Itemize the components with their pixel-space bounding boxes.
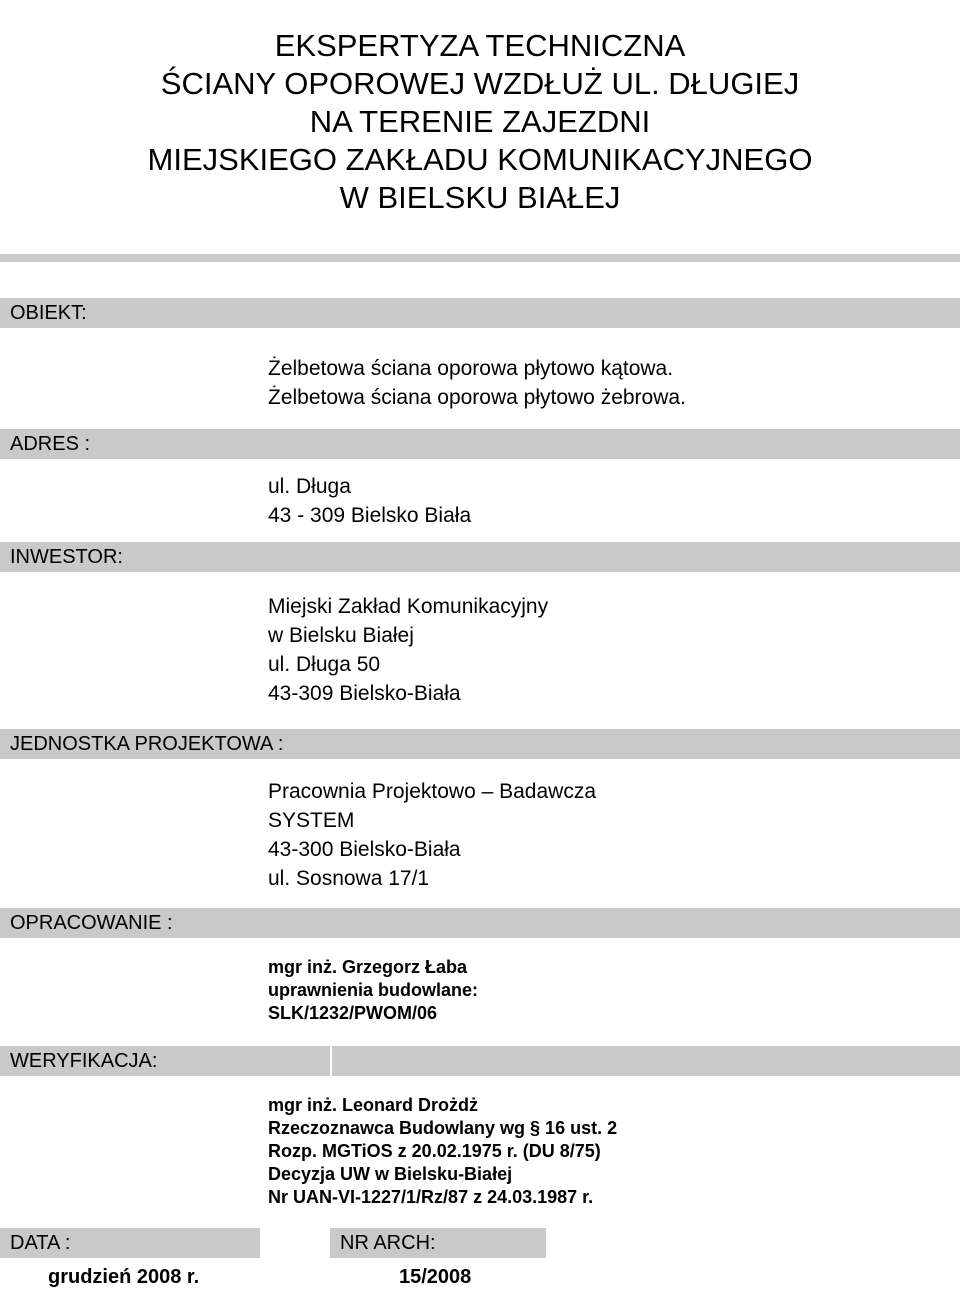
opracowanie-line: SLK/1232/PWOM/06 [268, 1003, 438, 1023]
date-value: grudzień 2008 r. [48, 1266, 200, 1288]
label-data: DATA : [0, 1228, 260, 1258]
opracowanie-content [268, 956, 478, 1025]
opracowanie-line: mgr inż. Grzegorz Łaba [268, 957, 468, 977]
jednostka-line: Pracownia Projektowo – Badawcza [268, 780, 597, 803]
obiekt-line: Żelbetowa ściana oporowa płytowo kątowa. [268, 357, 674, 380]
inwestor-line: 43-309 Bielsko-Biała [268, 682, 461, 705]
weryfikacja-line: mgr inż. Leonard Drożdż [268, 1095, 479, 1115]
inwestor-line: w Bielsku Białej [268, 624, 414, 647]
adres-line: ul. Długa [268, 475, 351, 498]
inwestor-line: Miejski Zakład Komunikacyjny [268, 595, 549, 618]
label-nr-arch: NR ARCH: [330, 1228, 546, 1258]
inwestor-content [268, 592, 548, 708]
title-line: EKSPERTYZA TECHNICZNA [274, 28, 686, 63]
title-divider [0, 254, 960, 262]
weryfikacja-line: Rzeczoznawca Budowlany wg § 16 ust. 2 [268, 1118, 618, 1138]
adres-content [268, 472, 471, 530]
title-line: W BIELSKU BIAŁEJ [339, 180, 621, 215]
title-line: MIEJSKIEGO ZAKŁADU KOMUNIKACYJNEGO [147, 142, 813, 177]
weryfikacja-line: Rozp. MGTiOS z 20.02.1975 r. (DU 8/75) [268, 1141, 601, 1161]
weryfikacja-line: Decyzja UW w Bielsku-Białej [268, 1164, 513, 1184]
nr-arch-value: 15/2008 [399, 1266, 472, 1288]
jednostka-content [268, 777, 596, 893]
document-title [0, 27, 960, 217]
opracowanie-line: uprawnienia budowlane: [268, 980, 479, 1000]
inwestor-line: ul. Długa 50 [268, 653, 381, 676]
label-inwestor: INWESTOR: [0, 542, 960, 572]
adres-line: 43 - 309 Bielsko Biała [268, 504, 472, 527]
label-opracowanie: OPRACOWANIE : [0, 908, 960, 938]
label-obiekt: OBIEKT: [0, 298, 960, 328]
label-adres: ADRES : [0, 429, 960, 459]
jednostka-line: 43-300 Bielsko-Biała [268, 838, 461, 861]
label-jednostka: JEDNOSTKA PROJEKTOWA : [0, 729, 960, 759]
title-line: NA TERENIE ZAJEZDNI [309, 104, 651, 139]
title-line: ŚCIANY OPOROWEJ WZDŁUŻ UL. DŁUGIEJ [160, 66, 800, 101]
weryfikacja-content [268, 1094, 617, 1209]
jednostka-line: ul. Sosnowa 17/1 [268, 867, 430, 890]
jednostka-line: SYSTEM [268, 809, 355, 832]
obiekt-content [268, 354, 686, 412]
obiekt-line: Żelbetowa ściana oporowa płytowo żebrowa. [268, 386, 686, 409]
weryfikacja-bar-divider [330, 1046, 332, 1076]
weryfikacja-line: Nr UAN-VI-1227/1/Rz/87 z 24.03.1987 r. [268, 1187, 594, 1207]
label-weryfikacja: WERYFIKACJA: [0, 1046, 960, 1076]
